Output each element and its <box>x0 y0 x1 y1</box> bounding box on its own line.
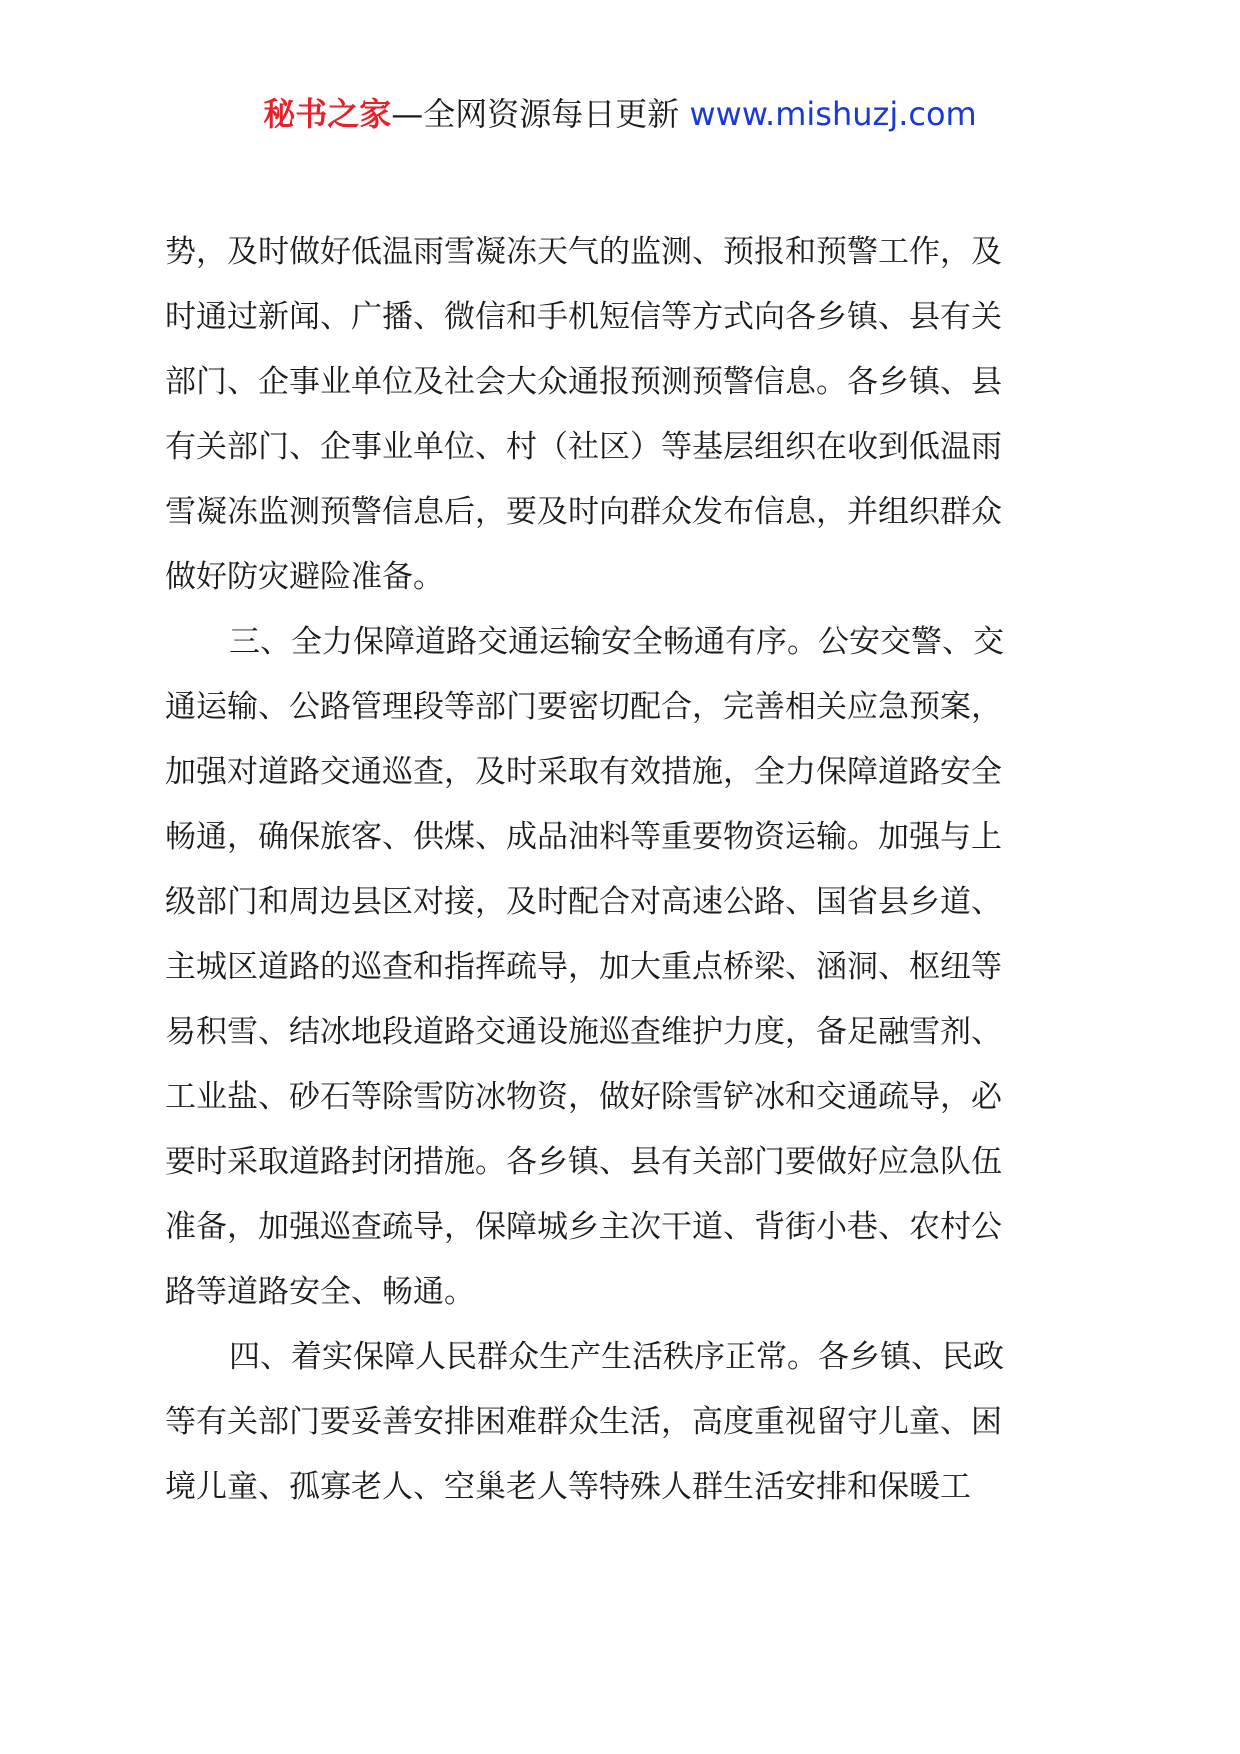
text-line: 雪凝冻监测预警信息后，要及时向群众发布信息，并组织群众 <box>165 494 1002 530</box>
text-line: 主城区道路的巡查和指挥疏导，加大重点桥梁、涵洞、枢纽等 <box>165 949 1002 985</box>
text-line: 要时采取道路封闭措施。各乡镇、县有关部门要做好应急队伍 <box>165 1144 1002 1180</box>
text-line: 级部门和周边县区对接，及时配合对高速公路、国省县乡道、 <box>165 884 1002 920</box>
text-line: 准备，加强巡查疏导，保障城乡主次干道、背街小巷、农村公 <box>165 1209 1002 1245</box>
text-line: 势，及时做好低温雨雪凝冻天气的监测、预报和预警工作，及 <box>165 234 1002 270</box>
text-line: 境儿童、孤寡老人、空巢老人等特殊人群生活安排和保暖工 <box>165 1469 971 1505</box>
text-line: 时通过新闻、广播、微信和手机短信等方式向各乡镇、县有关 <box>165 299 1002 335</box>
text-line: 等有关部门要妥善安排困难群众生活，高度重视留守儿童、困 <box>165 1404 1002 1440</box>
text-line: 部门、企事业单位及社会大众通报预测预警信息。各乡镇、县 <box>165 364 1002 400</box>
document-body <box>165 230 1085 1530</box>
text-line: 做好防灾避险准备。 <box>165 559 444 595</box>
website-link[interactable]: www.mishuzj.com <box>689 95 977 133</box>
text-line: 路等道路安全、畅通。 <box>165 1274 475 1310</box>
text-line: 工业盐、砂石等除雪防冰物资，做好除雪铲冰和交通疏导，必 <box>165 1079 1002 1115</box>
text-line: 易积雪、结冰地段道路交通设施巡查维护力度，备足融雪剂、 <box>165 1014 1002 1050</box>
text-line: 畅通，确保旅客、供煤、成品油料等重要物资运输。加强与上 <box>165 819 1002 855</box>
brand-name: 秘书之家 <box>263 95 392 133</box>
text-line: 加强对道路交通巡查，及时采取有效措施，全力保障道路安全 <box>165 754 1002 790</box>
text-line: 通运输、公路管理段等部门要密切配合，完善相关应急预案， <box>165 689 1002 725</box>
header-slogan: —全网资源每日更新 <box>391 95 690 133</box>
paragraph-heading-line: 三、全力保障道路交通运输安全畅通有序。公安交警、交 <box>229 624 1004 660</box>
text-line: 有关部门、企事业单位、村（社区）等基层组织在收到低温雨 <box>165 429 1002 465</box>
site-header <box>0 92 1240 136</box>
paragraph-heading-line: 四、着实保障人民群众生产生活秩序正常。各乡镇、民政 <box>229 1339 1004 1375</box>
